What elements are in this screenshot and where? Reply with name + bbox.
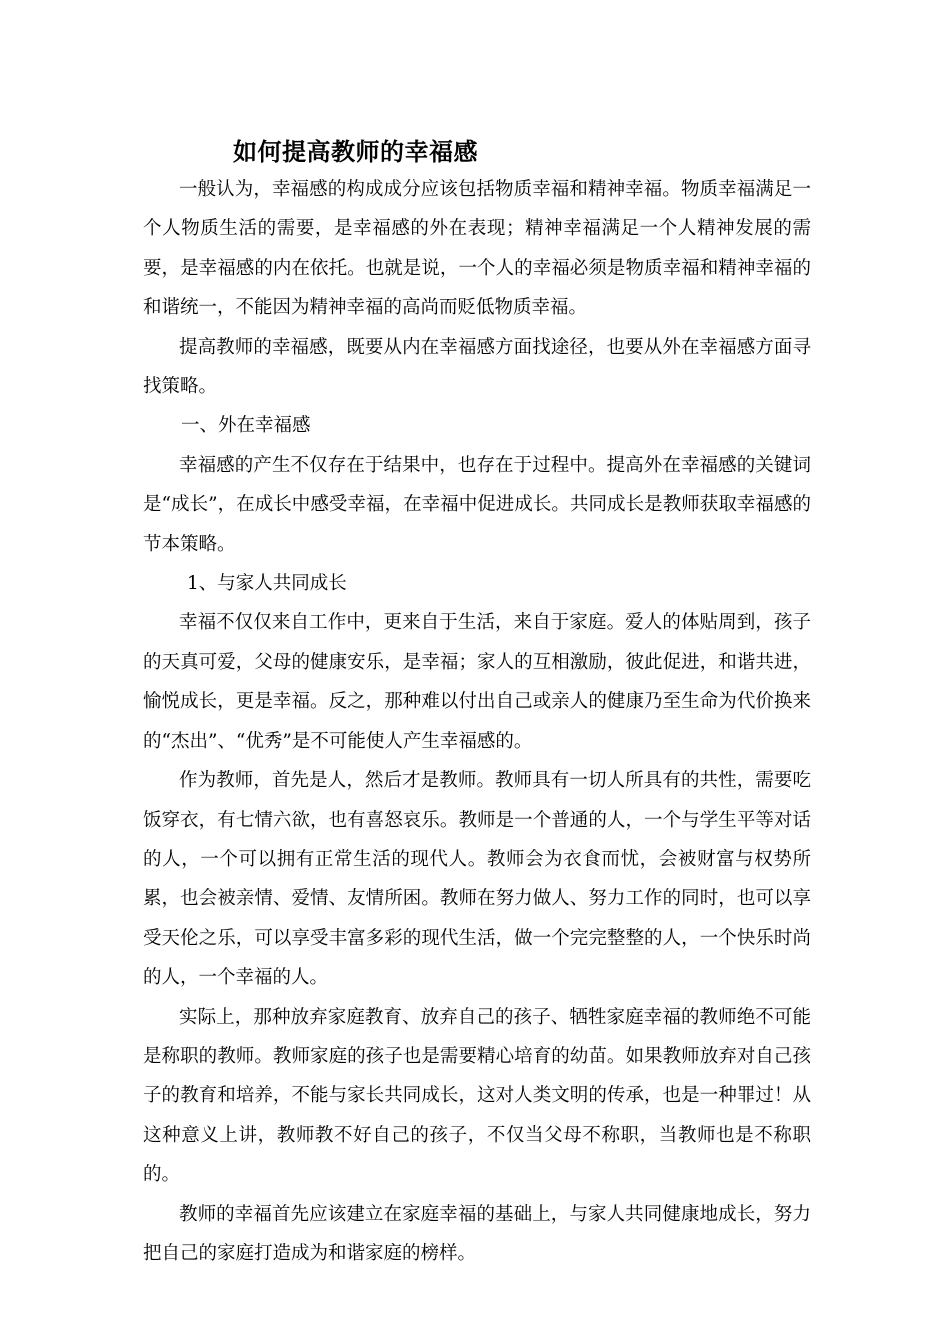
document-title: 如何提高教师的幸福感	[233, 138, 478, 166]
paragraph-intro: 一般认为，幸福感的构成成分应该包括物质幸福和精神幸福。物质幸福满足一个人物质生活的需要，是幸福感的外在表现；精神幸福满足一个人精神发展的需要，是幸福感的内在依托。也就是说，一个人的幸福必须是物质幸福和精神幸福的和谐统一，不能因为精神幸福的高尚而贬低物质幸福。	[143, 179, 811, 319]
paragraph-teacher-as-person: 作为教师，首先是人，然后才是教师。教师具有一切人所具有的共性，需要吃饭穿衣，有七情六欲，也有喜怒哀乐。教师是一个普通的人，一个与学生平等对话的人，一个可以拥有正常生活的现代人。教师会为衣食而忧，会被财富与权势所累，也会被亲情、爱情、友情所困。教师在努力做人、努力工作的同时，也可以享受天伦之乐，可以享受丰富多彩的现代生活，做一个完完整整的人，一个快乐时尚的人，一个幸福的人。	[143, 770, 811, 989]
paragraph-family-education: 实际上，那种放弃家庭教育、放弃自己的孩子、牺牲家庭幸福的教师绝不可能是称职的教师。教师家庭的孩子也是需要精心培育的幼苗。如果教师放弃对自己孩子的教育和培养，不能与家长共同成长，这对人类文明的传承，也是一种罪过！从这种意义上讲，教师教不好自己的孩子，不仅当父母不称职，当教师也是不称职的。	[143, 1006, 811, 1186]
paragraph-section-intro: 幸福感的产生不仅存在于结果中，也存在于过程中。提高外在幸福感的关键词是“成长”，在成长中感受幸福，在幸福中促进成长。共同成长是教师获取幸福感的节本策略。	[143, 454, 811, 555]
paragraph-family: 幸福不仅仅来自工作中，更来自于生活，来自于家庭。爱人的体贴周到，孩子的天真可爱，父母的健康安乐，是幸福；家人的互相激励，彼此促进，和谐共进，愉悦成长，更是幸福。反之，那种难以付出自己或亲人的健康乃至生命为代价换来的“杰出”、“优秀”是不可能使人产生幸福感的。	[143, 612, 811, 752]
section-heading: 一、外在幸福感	[181, 415, 311, 437]
paragraph-thesis: 提高教师的幸福感，既要从内在幸福感方面找途径，也要从外在幸福感方面寻找策略。	[143, 336, 811, 398]
paragraph-conclusion: 教师的幸福首先应该建立在家庭幸福的基础上，与家人共同健康地成长，努力把自己的家庭打造成为和谐家庭的榜样。	[143, 1203, 811, 1264]
document-body	[143, 170, 811, 1273]
subsection-heading: 1、与家人共同成长	[187, 573, 347, 595]
